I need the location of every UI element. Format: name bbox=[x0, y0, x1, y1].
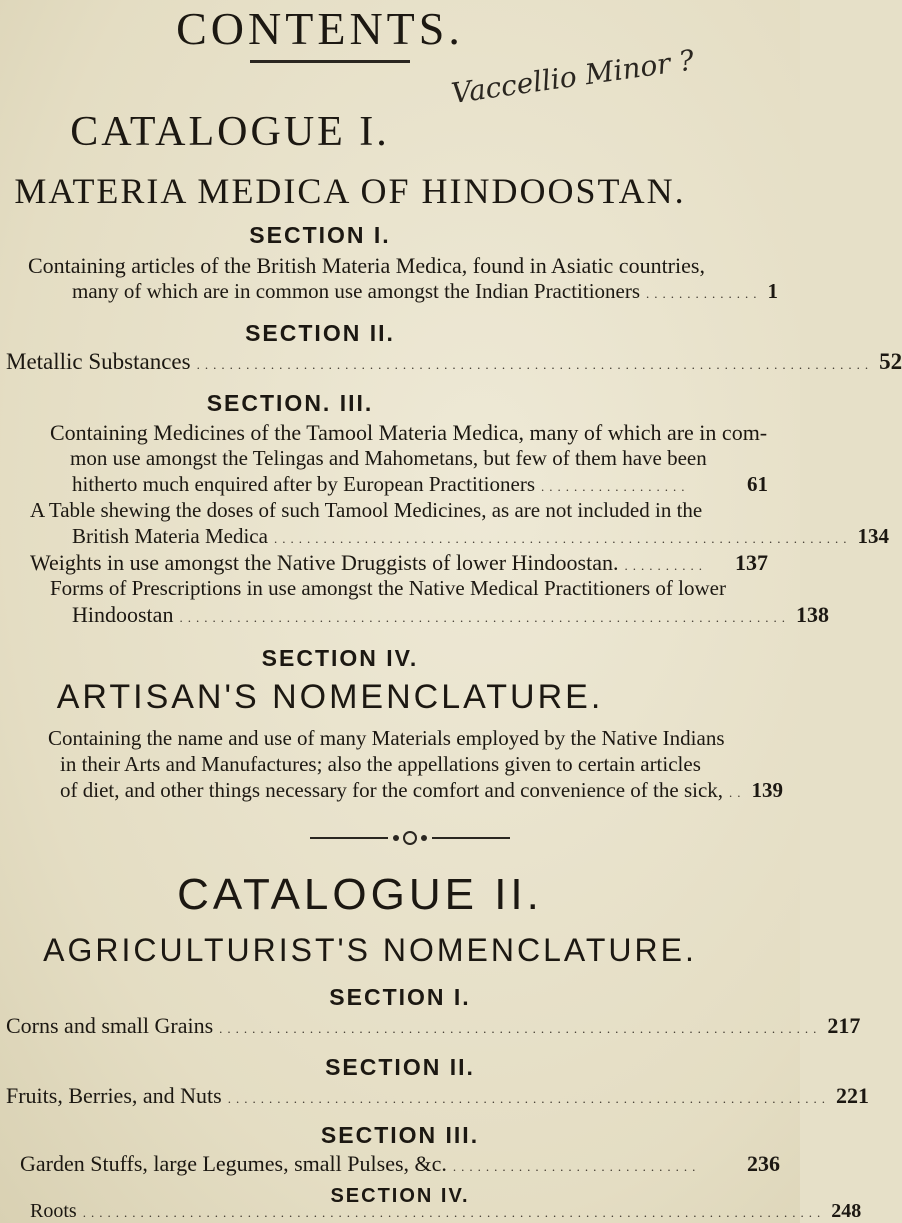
cat2-section-1-text: Corns and small Grains bbox=[6, 1013, 214, 1038]
leader-dots: .............. bbox=[646, 286, 762, 301]
cat2-section-4-page: 248 bbox=[831, 1200, 862, 1222]
leader-dots: ...................................................................... bbox=[273, 531, 852, 546]
section-3-line-7: Forms of Prescriptions in use amongst the Native Medical Practitioners of lower bbox=[50, 576, 726, 600]
section-3-heading: SECTION. III. bbox=[206, 390, 374, 416]
section-3-text-3: hitherto much enquired after by European Practitioners bbox=[72, 472, 536, 496]
section-3-line-5 bbox=[72, 524, 889, 549]
section-2-page: 52 bbox=[879, 349, 902, 374]
cat2-section-1-line bbox=[6, 1013, 861, 1039]
section-3-text-6: Weights in use amongst the Native Druggists of lower Hindoostan. bbox=[30, 550, 619, 575]
section-3-page-6: 137 bbox=[735, 550, 768, 575]
cat2-section-2-page: 221 bbox=[835, 1083, 869, 1108]
cat2-section-2-heading: SECTION II. bbox=[325, 1054, 475, 1080]
cat2-section-3-heading: SECTION III. bbox=[320, 1122, 480, 1148]
section-2-line bbox=[6, 349, 902, 375]
cat2-section-2-line bbox=[6, 1083, 869, 1109]
title-rule bbox=[250, 60, 410, 63]
section-4-text-3: of diet, and other things necessary for the comfort and convenience of the sick, bbox=[60, 778, 724, 802]
cat2-section-1-page: 217 bbox=[827, 1013, 861, 1038]
section-4-page: 139 bbox=[751, 778, 784, 802]
leader-dots: .......................................................................... bbox=[179, 610, 790, 625]
cat2-section-4-heading: SECTION IV. bbox=[330, 1185, 470, 1207]
section-3-line-8 bbox=[72, 602, 829, 628]
section-2-text: Metallic Substances bbox=[6, 349, 191, 374]
catalogue-2-heading: CATALOGUE II. bbox=[177, 870, 543, 919]
leader-dots: .......................................................................................... bbox=[82, 1205, 826, 1220]
section-3-line-4: A Table shewing the doses of such Tamool Medicines, as are not included in the bbox=[30, 498, 703, 522]
ornamental-rule bbox=[310, 828, 510, 848]
section-3-page-8: 138 bbox=[795, 602, 829, 627]
section-2-heading: SECTION II. bbox=[245, 320, 395, 346]
section-3-line-6 bbox=[30, 550, 768, 576]
leader-dots: .................. bbox=[541, 479, 690, 494]
section-4-line-2: in their Arts and Manufactures; also the appellations given to certain articles bbox=[60, 752, 701, 776]
contents-heading: CONTENTS. bbox=[176, 3, 464, 54]
section-3-line-1: Containing Medicines of the Tamool Materia Medica, many of which are in com- bbox=[50, 420, 768, 445]
section-4-line-1: Containing the name and use of many Materials employed by the Native Indians bbox=[48, 726, 725, 750]
cat2-section-3-page: 236 bbox=[747, 1151, 780, 1176]
handwritten-annotation: Vaccellio Minor ? bbox=[449, 43, 697, 111]
section-1-line-1: Containing articles of the British Materia Medica, found in Asiatic countries, bbox=[28, 253, 705, 278]
section-3-line-2: mon use amongst the Telingas and Mahometans, but few of them have been bbox=[70, 446, 707, 470]
leader-dots: .. bbox=[729, 785, 746, 800]
agriculturists-nomenclature-title: AGRICULTURIST'S NOMENCLATURE. bbox=[43, 932, 697, 968]
materia-medica-title: MATERIA MEDICA OF HINDOOSTAN. bbox=[14, 171, 686, 211]
cat2-section-3-line bbox=[20, 1151, 780, 1177]
section-1-heading: SECTION I. bbox=[249, 222, 391, 248]
leader-dots: .............................. bbox=[452, 1159, 701, 1174]
section-3-text-8: Hindoostan bbox=[72, 602, 174, 627]
cat2-section-3-text: Garden Stuffs, large Legumes, small Pulses, &c. bbox=[20, 1151, 447, 1176]
section-3-line-3 bbox=[72, 472, 768, 497]
section-4-line-3 bbox=[60, 778, 784, 803]
section-3-text-5: British Materia Medica bbox=[72, 524, 268, 548]
section-3-page-5: 134 bbox=[857, 524, 889, 548]
cat2-section-4-line bbox=[30, 1200, 862, 1223]
leader-dots: ......................................................................... bbox=[227, 1091, 830, 1106]
section-3-page-3: 61 bbox=[747, 472, 768, 496]
cat2-section-2-text: Fruits, Berries, and Nuts bbox=[6, 1083, 222, 1108]
leader-dots: .......... bbox=[624, 558, 707, 573]
cat2-section-1-heading: SECTION I. bbox=[329, 984, 471, 1010]
leader-dots: ......................................................................... bbox=[219, 1021, 822, 1036]
section-1-page: 1 bbox=[767, 279, 779, 303]
cat2-section-4-text: Roots bbox=[30, 1200, 77, 1222]
section-1-text: many of which are in common use amongst the Indian Practitioners bbox=[72, 279, 641, 303]
catalogue-1-heading: CATALOGUE I. bbox=[70, 109, 390, 155]
section-1-line-2 bbox=[72, 279, 779, 304]
artisans-nomenclature-title: ARTISAN'S NOMENCLATURE. bbox=[56, 678, 604, 716]
section-4-heading: SECTION IV. bbox=[261, 645, 419, 671]
leader-dots: .................................................................................. bbox=[196, 357, 874, 372]
